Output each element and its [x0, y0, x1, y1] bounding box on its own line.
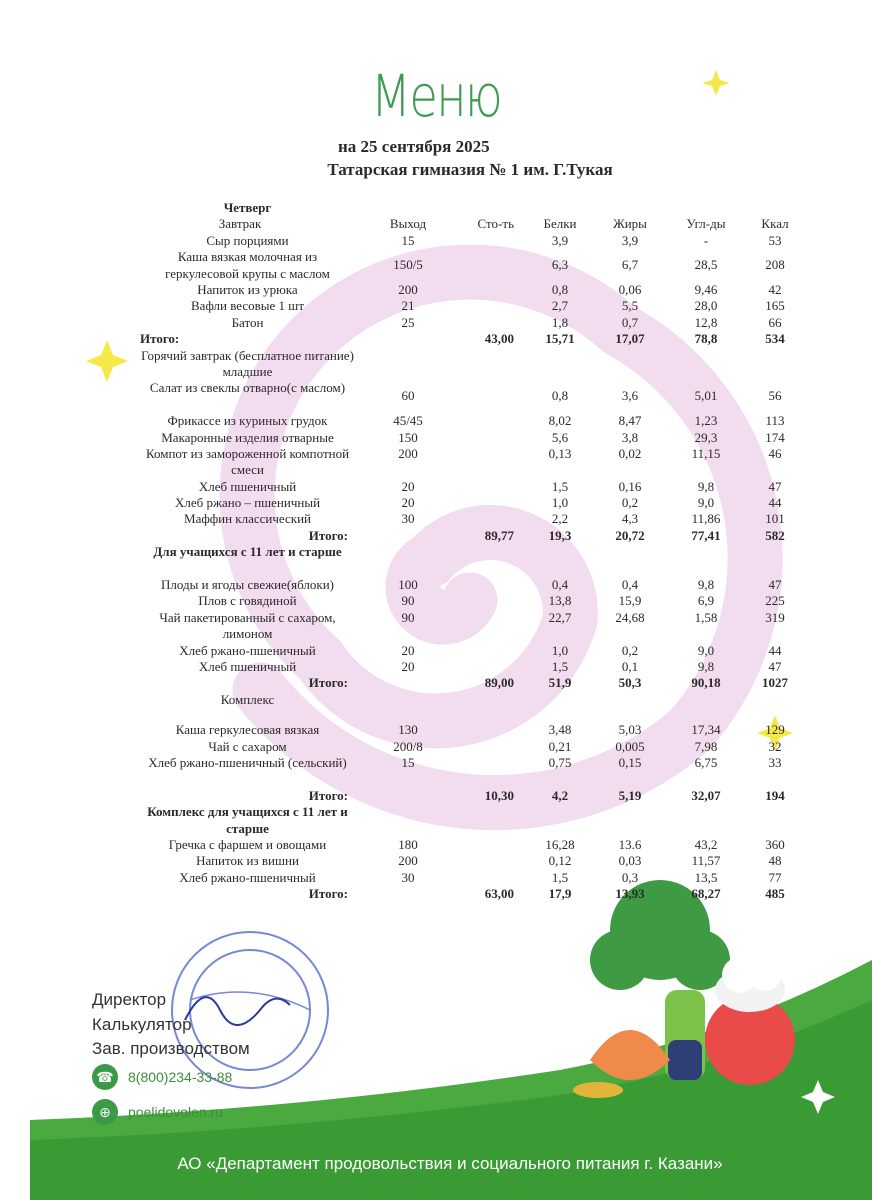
protein-cell: 3,48 [548, 722, 572, 738]
carbs-cell: 28,0 [694, 298, 718, 314]
carbs-cell: 9,8 [697, 577, 715, 593]
kcal-cell: 42 [768, 281, 782, 297]
footer-organization: АО «Департамент продовольствия и социального питания г. Казани» [177, 1154, 723, 1173]
dish-name: Итого: [308, 527, 348, 543]
dish-name: Итого: [308, 787, 348, 803]
table-row [140, 853, 820, 869]
kcal-cell: 48 [768, 853, 782, 869]
yield-cell: 90 [401, 593, 415, 609]
yield-cell: 20 [401, 478, 415, 494]
phone-icon: ☎ [92, 1064, 118, 1090]
fat-cell: 0,15 [618, 754, 642, 770]
kcal-cell: 101 [765, 511, 785, 527]
protein-cell: 0,4 [551, 577, 569, 593]
carbs-cell: 1,23 [694, 413, 718, 429]
total-row [140, 528, 820, 544]
fat-cell: 4,3 [621, 511, 639, 527]
website-link[interactable]: poelidovolen.ru [128, 1104, 223, 1120]
cost-cell: 10,30 [484, 787, 514, 803]
dish-name: Каша геркулесовая вязкая [175, 722, 320, 738]
carbs-cell: 29,3 [694, 429, 718, 445]
dish-name: Чай с сахаром [208, 738, 287, 754]
protein-cell: 5,6 [551, 429, 569, 445]
protein-cell: 0,13 [548, 445, 572, 461]
table-row [140, 643, 820, 659]
table-row [140, 659, 820, 675]
protein-cell: Белки [543, 216, 577, 232]
fat-cell: 3,8 [621, 429, 639, 445]
protein-cell: 51,9 [548, 675, 572, 691]
carbs-cell: 6,9 [697, 593, 715, 609]
carbs-cell: 9,46 [694, 281, 718, 297]
dish-name: Итого: [308, 886, 348, 902]
dish-name: Плоды и ягоды свежие(яблоки) [160, 577, 335, 593]
dish-name: Завтрак [218, 216, 262, 232]
dish-name: Хлеб пшеничный [198, 478, 297, 494]
kcal-cell: 53 [768, 232, 782, 248]
menu-date: на 25 сентября 2025 [338, 137, 490, 156]
carbs-cell: 32,07 [691, 787, 721, 803]
protein-cell: 17,9 [548, 886, 572, 902]
spacer [140, 708, 820, 722]
website-contact [92, 1099, 223, 1125]
kcal-cell: 66 [768, 314, 782, 330]
fat-cell: 0,3 [621, 869, 639, 885]
protein-cell: 22,7 [548, 609, 572, 625]
dish-name: Горячий завтрак (бесплатное питание) младшие [141, 347, 354, 379]
fat-cell: 0,005 [615, 738, 645, 754]
dish-name: Напиток из вишни [196, 853, 299, 869]
yield-cell: 100 [398, 577, 418, 593]
table-row [140, 511, 820, 527]
yield-cell: 180 [398, 836, 418, 852]
fat-cell: 6,7 [621, 257, 639, 273]
fat-cell: 50,3 [618, 675, 642, 691]
carbs-cell: 17,34 [691, 722, 721, 738]
table-row [140, 755, 820, 788]
kcal-cell: 208 [765, 257, 785, 273]
fat-cell: 0,03 [618, 853, 642, 869]
protein-cell: 6,3 [551, 257, 569, 273]
kcal-cell: 129 [765, 722, 785, 738]
kcal-cell: 56 [768, 388, 782, 404]
fat-cell: 0,16 [618, 478, 642, 494]
carbs-cell: - [703, 232, 709, 248]
cost-cell: 43,00 [484, 331, 514, 347]
dish-name: Комплекс [220, 691, 275, 707]
dish-name: Для учащихся с 11 лет и старше [153, 544, 342, 560]
protein-cell: 0,75 [548, 754, 572, 770]
carbs-cell: 7,98 [694, 738, 718, 754]
fat-cell: 0,1 [621, 659, 639, 675]
kcal-cell: 1027 [762, 675, 788, 691]
yield-cell: 150 [398, 429, 418, 445]
table-row [140, 577, 820, 593]
carbs-cell: 9,0 [697, 495, 715, 511]
protein-cell: 19,3 [548, 527, 572, 543]
section-heading [140, 200, 820, 216]
yield-cell: Выход [389, 216, 427, 232]
dish-name: Сыр порциями [206, 232, 289, 248]
table-row [140, 870, 820, 886]
cost-cell: 89,00 [484, 675, 514, 691]
kcal-cell: 360 [765, 836, 785, 852]
table-row [140, 495, 820, 511]
fat-cell: 5,19 [618, 787, 642, 803]
table-row [140, 430, 820, 446]
carbs-cell: 5,01 [694, 388, 718, 404]
phone-contact [92, 1064, 232, 1090]
phone-number: 8(800)234-33-88 [128, 1069, 233, 1085]
yield-cell: 20 [401, 659, 415, 675]
kcal-cell: 44 [768, 495, 782, 511]
carbs-cell: 9,8 [697, 659, 715, 675]
kcal-cell: 225 [765, 593, 785, 609]
dish-name: Хлеб ржано-пшеничный [179, 869, 316, 885]
menu-table [140, 200, 820, 903]
kcal-cell: 174 [765, 429, 785, 445]
dish-name: Комплекс для учащихся с 11 лет и старше [147, 804, 348, 836]
table-row [140, 380, 820, 413]
fat-cell: 3,9 [621, 232, 639, 248]
carbs-cell: 77,41 [691, 527, 721, 543]
dish-name: Макаронные изделия отварные [161, 429, 334, 445]
table-row [140, 692, 820, 708]
yield-cell: 21 [401, 298, 415, 314]
yield-cell: 20 [401, 495, 415, 511]
yield-cell: 200 [398, 445, 418, 461]
fat-cell: 24,68 [615, 609, 645, 625]
dish-name: Фрикассе из куриных грудок [167, 413, 328, 429]
kcal-cell: Ккал [761, 216, 789, 232]
section-heading [140, 544, 820, 577]
table-row [140, 837, 820, 853]
protein-cell: 2,7 [551, 298, 569, 314]
table-row [140, 233, 820, 249]
total-row [140, 331, 820, 347]
carbs-cell: 9,8 [697, 478, 715, 494]
table-row [140, 282, 820, 298]
section-heading [140, 804, 820, 837]
table-row [140, 315, 820, 331]
carbs-cell: 90,18 [691, 675, 721, 691]
table-row [140, 739, 820, 755]
kcal-cell: 47 [768, 478, 782, 494]
kcal-cell: 319 [765, 609, 785, 625]
dish-name: Компот из замороженной компотной смеси [145, 445, 350, 478]
carbs-cell: Угл-ды [686, 216, 726, 232]
fat-cell: 13,93 [615, 886, 645, 902]
dish-name: Напиток из урюка [197, 281, 298, 297]
fat-cell: 0,2 [621, 495, 639, 511]
cost-cell: 89,77 [484, 527, 514, 543]
protein-cell: 0,12 [548, 853, 572, 869]
kcal-cell: 33 [768, 754, 782, 770]
yield-cell: 25 [401, 314, 415, 330]
table-row [140, 479, 820, 495]
yield-cell: 200 [398, 853, 418, 869]
dish-name: Хлеб ржано-пшеничный (сельский) [148, 754, 347, 770]
table-row [140, 446, 820, 479]
carbs-cell: 68,27 [691, 886, 721, 902]
protein-cell: 1,8 [551, 314, 569, 330]
table-row [140, 298, 820, 314]
dish-name: Плов с говядиной [198, 593, 297, 609]
fat-cell: 5,5 [621, 298, 639, 314]
dish-name: Четверг [223, 200, 272, 215]
fat-cell: 0,4 [621, 577, 639, 593]
yield-cell: 15 [401, 232, 415, 248]
yield-cell: 15 [401, 754, 415, 770]
yield-cell: 30 [401, 869, 415, 885]
carbs-cell: 11,86 [691, 511, 721, 527]
yield-cell: 90 [401, 609, 415, 625]
protein-cell: 1,5 [551, 869, 569, 885]
protein-cell: 1,0 [551, 642, 569, 658]
signature-calculator: Калькулятор [92, 1015, 192, 1034]
protein-cell: 13,8 [548, 593, 572, 609]
cost-cell: Сто-ть [477, 216, 514, 232]
protein-cell: 16,28 [545, 836, 575, 852]
protein-cell: 0,8 [551, 388, 569, 404]
yield-cell: 20 [401, 642, 415, 658]
table-row [140, 348, 820, 381]
signature-director: Директор [92, 990, 167, 1009]
protein-cell: 3,9 [551, 232, 569, 248]
carbs-cell: 12,8 [694, 314, 718, 330]
protein-cell: 2,2 [551, 511, 569, 527]
signature-production-head: Зав. производством [92, 1039, 250, 1058]
fat-cell: 0,02 [618, 445, 642, 461]
fat-cell: 13.6 [618, 836, 642, 852]
fat-cell: 20,72 [615, 527, 645, 543]
total-row [140, 788, 820, 804]
cost-cell: 63,00 [484, 886, 514, 902]
protein-cell: 1,5 [551, 478, 569, 494]
carbs-cell: 43,2 [694, 836, 718, 852]
fat-cell: 17,07 [615, 331, 645, 347]
fat-cell: 0,06 [618, 281, 642, 297]
yield-cell: 45/45 [393, 413, 423, 429]
table-row [140, 413, 820, 429]
kcal-cell: 534 [765, 331, 785, 347]
dish-name: Каша вязкая молочная из геркулесовой крупы с маслом [165, 249, 330, 281]
globe-icon: ⊕ [92, 1099, 118, 1125]
protein-cell: 0,8 [551, 281, 569, 297]
kcal-cell: 47 [768, 659, 782, 675]
protein-cell: 1,5 [551, 659, 569, 675]
kcal-cell: 485 [765, 886, 785, 902]
protein-cell: 8,02 [548, 413, 572, 429]
fat-cell: 3,6 [621, 388, 639, 404]
fat-cell: 5,03 [618, 722, 642, 738]
yield-cell: 30 [401, 511, 415, 527]
carbs-cell: 9,0 [697, 642, 715, 658]
carbs-cell: 78,8 [694, 331, 718, 347]
yield-cell: 130 [398, 722, 418, 738]
fat-cell: 15,9 [618, 593, 642, 609]
table-row [140, 593, 820, 609]
dish-name: Хлеб пшеничный [198, 659, 297, 675]
dish-name: Чай пакетированный с сахаром, лимоном [159, 609, 336, 642]
protein-cell: 1,0 [551, 495, 569, 511]
fat-cell: 8,47 [618, 413, 642, 429]
carbs-cell: 11,57 [691, 853, 721, 869]
fat-cell: 0,2 [621, 642, 639, 658]
dish-name: Итого: [308, 675, 348, 691]
total-row [140, 886, 820, 902]
dish-name: Батон [231, 314, 264, 330]
dish-name: Хлеб ржано-пшеничный [179, 642, 316, 658]
kcal-cell: 44 [768, 642, 782, 658]
signature-scribble [185, 997, 290, 1025]
dish-name: Гречка с фаршем и овощами [168, 836, 327, 852]
kcal-cell: 32 [768, 738, 782, 754]
dish-name: Вафли весовые 1 шт [191, 298, 304, 314]
school-name: Татарская гимназия № 1 им. Г.Тукая [327, 160, 613, 179]
total-row [140, 675, 820, 691]
carbs-cell: 11,15 [691, 445, 721, 461]
dish-name: Итого: [140, 331, 180, 347]
kcal-cell: 165 [765, 298, 785, 314]
kcal-cell: 194 [765, 787, 785, 803]
table-row [140, 722, 820, 738]
table-header [140, 216, 820, 232]
fat-cell: Жиры [613, 216, 647, 232]
carbs-cell: 1,58 [694, 609, 718, 625]
protein-cell: 4,2 [551, 787, 569, 803]
dish-name: Салат из свеклы отварно(с маслом) [149, 380, 346, 396]
carbs-cell: 13,5 [694, 869, 718, 885]
table-row [140, 249, 820, 282]
yield-cell: 200/8 [393, 738, 423, 754]
table-row [140, 610, 820, 643]
kcal-cell: 46 [768, 445, 782, 461]
carbs-cell: 28,5 [694, 257, 718, 273]
page-title: Меню [370, 62, 502, 130]
fat-cell: 0,7 [621, 314, 639, 330]
kcal-cell: 77 [768, 869, 782, 885]
kcal-cell: 582 [765, 527, 785, 543]
protein-cell: 15,71 [545, 331, 575, 347]
yield-cell: 60 [401, 388, 415, 404]
protein-cell: 0,21 [548, 738, 572, 754]
yield-cell: 150/5 [393, 257, 423, 273]
dish-name: Маффин классический [184, 511, 311, 527]
dish-name: Хлеб ржано – пшеничный [174, 495, 321, 511]
kcal-cell: 47 [768, 577, 782, 593]
carbs-cell: 6,75 [694, 754, 718, 770]
yield-cell: 200 [398, 281, 418, 297]
kcal-cell: 113 [765, 413, 785, 429]
